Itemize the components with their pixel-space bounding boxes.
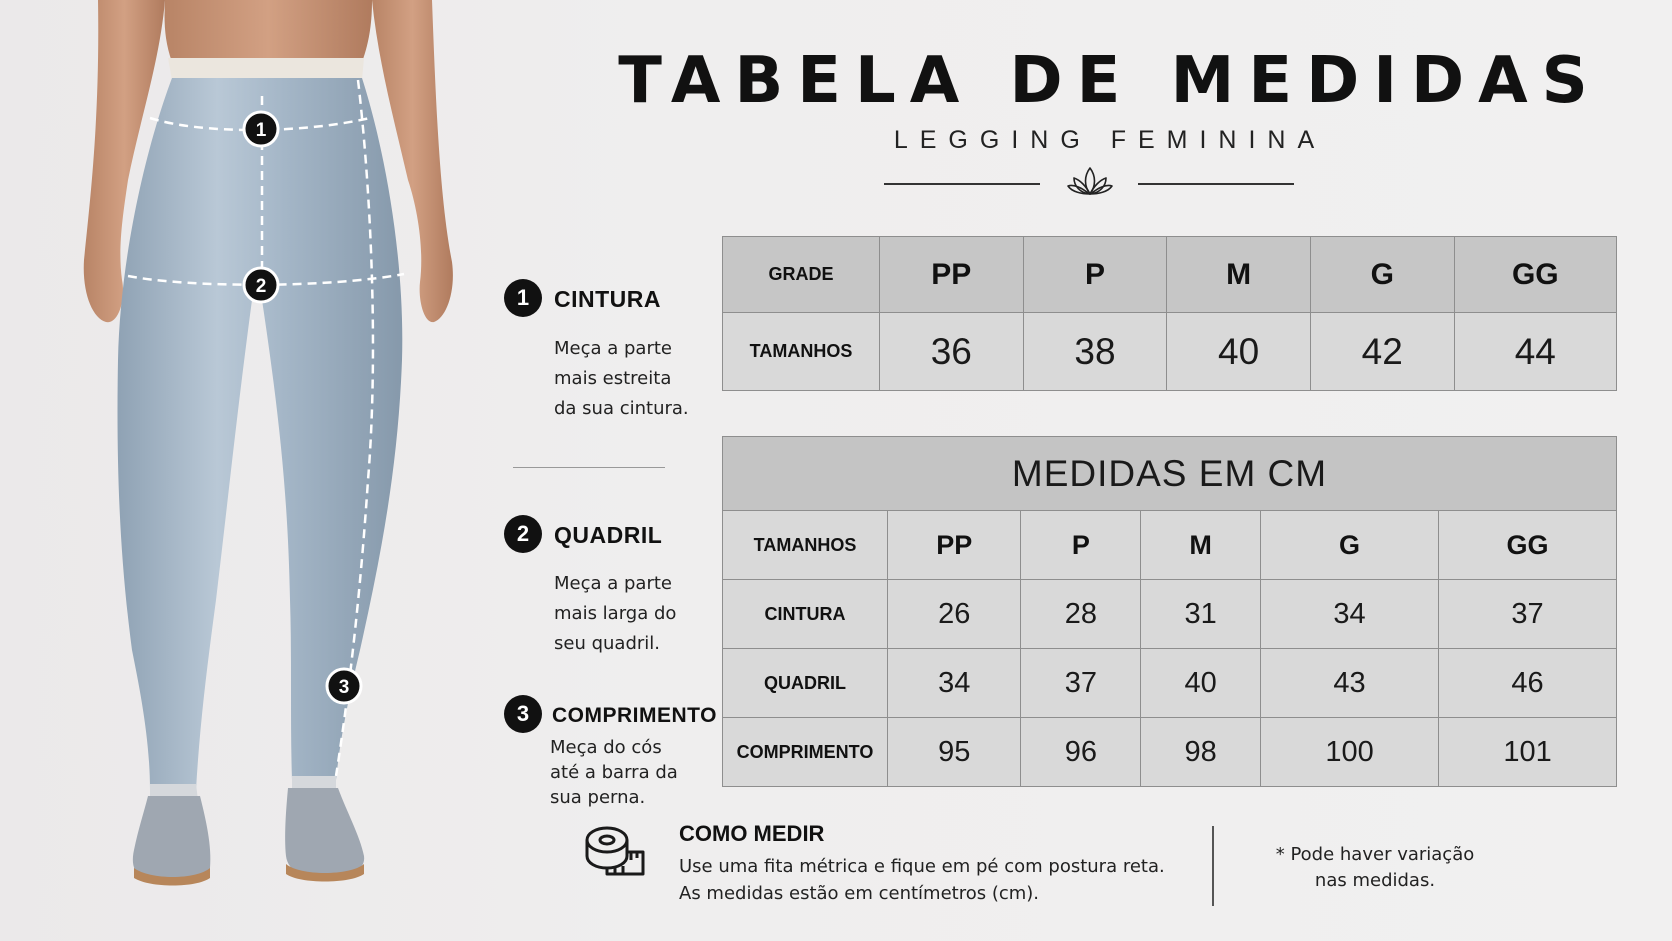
measures-size-m: M — [1141, 511, 1261, 580]
grade-table-header-row — [723, 237, 1617, 313]
torso — [165, 0, 372, 62]
table-row — [723, 649, 1617, 718]
grade-size-m: M — [1167, 237, 1311, 313]
footer-divider — [1212, 826, 1214, 906]
variation-note: * Pode haver variação nas medidas. — [1275, 844, 1475, 891]
measures-cell: 46 — [1439, 649, 1617, 718]
guide-desc-hip: Meça a parte mais larga do seu quadril. — [554, 573, 677, 654]
model-figure — [0, 0, 480, 941]
guide-title-waist: CINTURA — [554, 286, 661, 312]
measures-row-label-hip: QUADRIL — [723, 649, 888, 718]
page-subtitle: LEGGING FEMININA — [893, 126, 1327, 154]
grade-size-gg: GG — [1454, 237, 1616, 313]
measures-cell: 31 — [1141, 580, 1261, 649]
grade-value-m: 40 — [1167, 313, 1311, 391]
guide-badge-hip: 2 — [504, 515, 542, 553]
how-to-measure-line-1: Use uma fita métrica e fique em pé com postura reta. — [679, 856, 1165, 877]
grade-value-g: 42 — [1310, 313, 1454, 391]
marker-waist — [244, 112, 278, 146]
waistband — [168, 58, 364, 80]
guide-title-length: COMPRIMENTO — [552, 704, 717, 727]
grade-size-g: G — [1310, 237, 1454, 313]
measures-header-row — [723, 511, 1617, 580]
marker-hip — [244, 268, 278, 302]
measures-cell: 100 — [1261, 718, 1439, 787]
measures-cell: 101 — [1439, 718, 1617, 787]
title-divider-left — [884, 183, 1040, 185]
measures-size-p: P — [1021, 511, 1141, 580]
measures-table-title: MEDIDAS EM CM — [723, 437, 1617, 511]
page-title: TABELA DE MEDIDAS — [618, 44, 1602, 118]
grade-table — [722, 236, 1617, 391]
left-shoe — [133, 796, 211, 882]
svg-text:1: 1 — [255, 120, 267, 141]
measures-table — [722, 436, 1617, 787]
svg-text:2: 2 — [255, 276, 267, 297]
guide-desc-length: Meça do cós até a barra da sua perna. — [550, 737, 678, 808]
grade-size-p: P — [1023, 237, 1167, 313]
lotus-icon — [1066, 164, 1114, 200]
grade-value-gg: 44 — [1454, 313, 1616, 391]
measures-size-gg: GG — [1439, 511, 1617, 580]
guide-divider — [513, 467, 665, 468]
marker-length — [327, 669, 361, 703]
measures-row-label-waist: CINTURA — [723, 580, 888, 649]
measuring-tape-icon — [583, 822, 647, 878]
measures-cell: 40 — [1141, 649, 1261, 718]
grade-value-pp: 36 — [880, 313, 1024, 391]
grade-header-label: GRADE — [723, 237, 880, 313]
measures-cell: 34 — [888, 649, 1021, 718]
grade-table-row — [723, 313, 1617, 391]
how-to-measure-line-2: As medidas estão em centímetros (cm). — [679, 883, 1040, 904]
measures-cell: 95 — [888, 718, 1021, 787]
measures-size-pp: PP — [888, 511, 1021, 580]
table-row — [723, 718, 1617, 787]
svg-text:3: 3 — [338, 677, 350, 698]
measures-cell: 26 — [888, 580, 1021, 649]
measures-row-label-length: COMPRIMENTO — [723, 718, 888, 787]
guide-badge-length: 3 — [504, 695, 542, 733]
table-row — [723, 580, 1617, 649]
how-to-measure-title: COMO MEDIR — [679, 821, 825, 846]
title-divider-right — [1138, 183, 1294, 185]
guide-desc-waist: Meça a parte mais estreita da sua cintura. — [554, 338, 689, 419]
measures-size-g: G — [1261, 511, 1439, 580]
measures-cell: 96 — [1021, 718, 1141, 787]
grade-value-p: 38 — [1023, 313, 1167, 391]
guide-title-hip: QUADRIL — [554, 522, 663, 548]
measures-cell: 98 — [1141, 718, 1261, 787]
guide-badge-waist: 1 — [504, 279, 542, 317]
grade-size-pp: PP — [880, 237, 1024, 313]
measures-cell: 37 — [1439, 580, 1617, 649]
grade-row-label: TAMANHOS — [723, 313, 880, 391]
measures-header-label: TAMANHOS — [723, 511, 888, 580]
measures-cell: 34 — [1261, 580, 1439, 649]
measures-cell: 43 — [1261, 649, 1439, 718]
measures-cell: 28 — [1021, 580, 1141, 649]
right-shoe — [285, 788, 364, 878]
measures-cell: 37 — [1021, 649, 1141, 718]
